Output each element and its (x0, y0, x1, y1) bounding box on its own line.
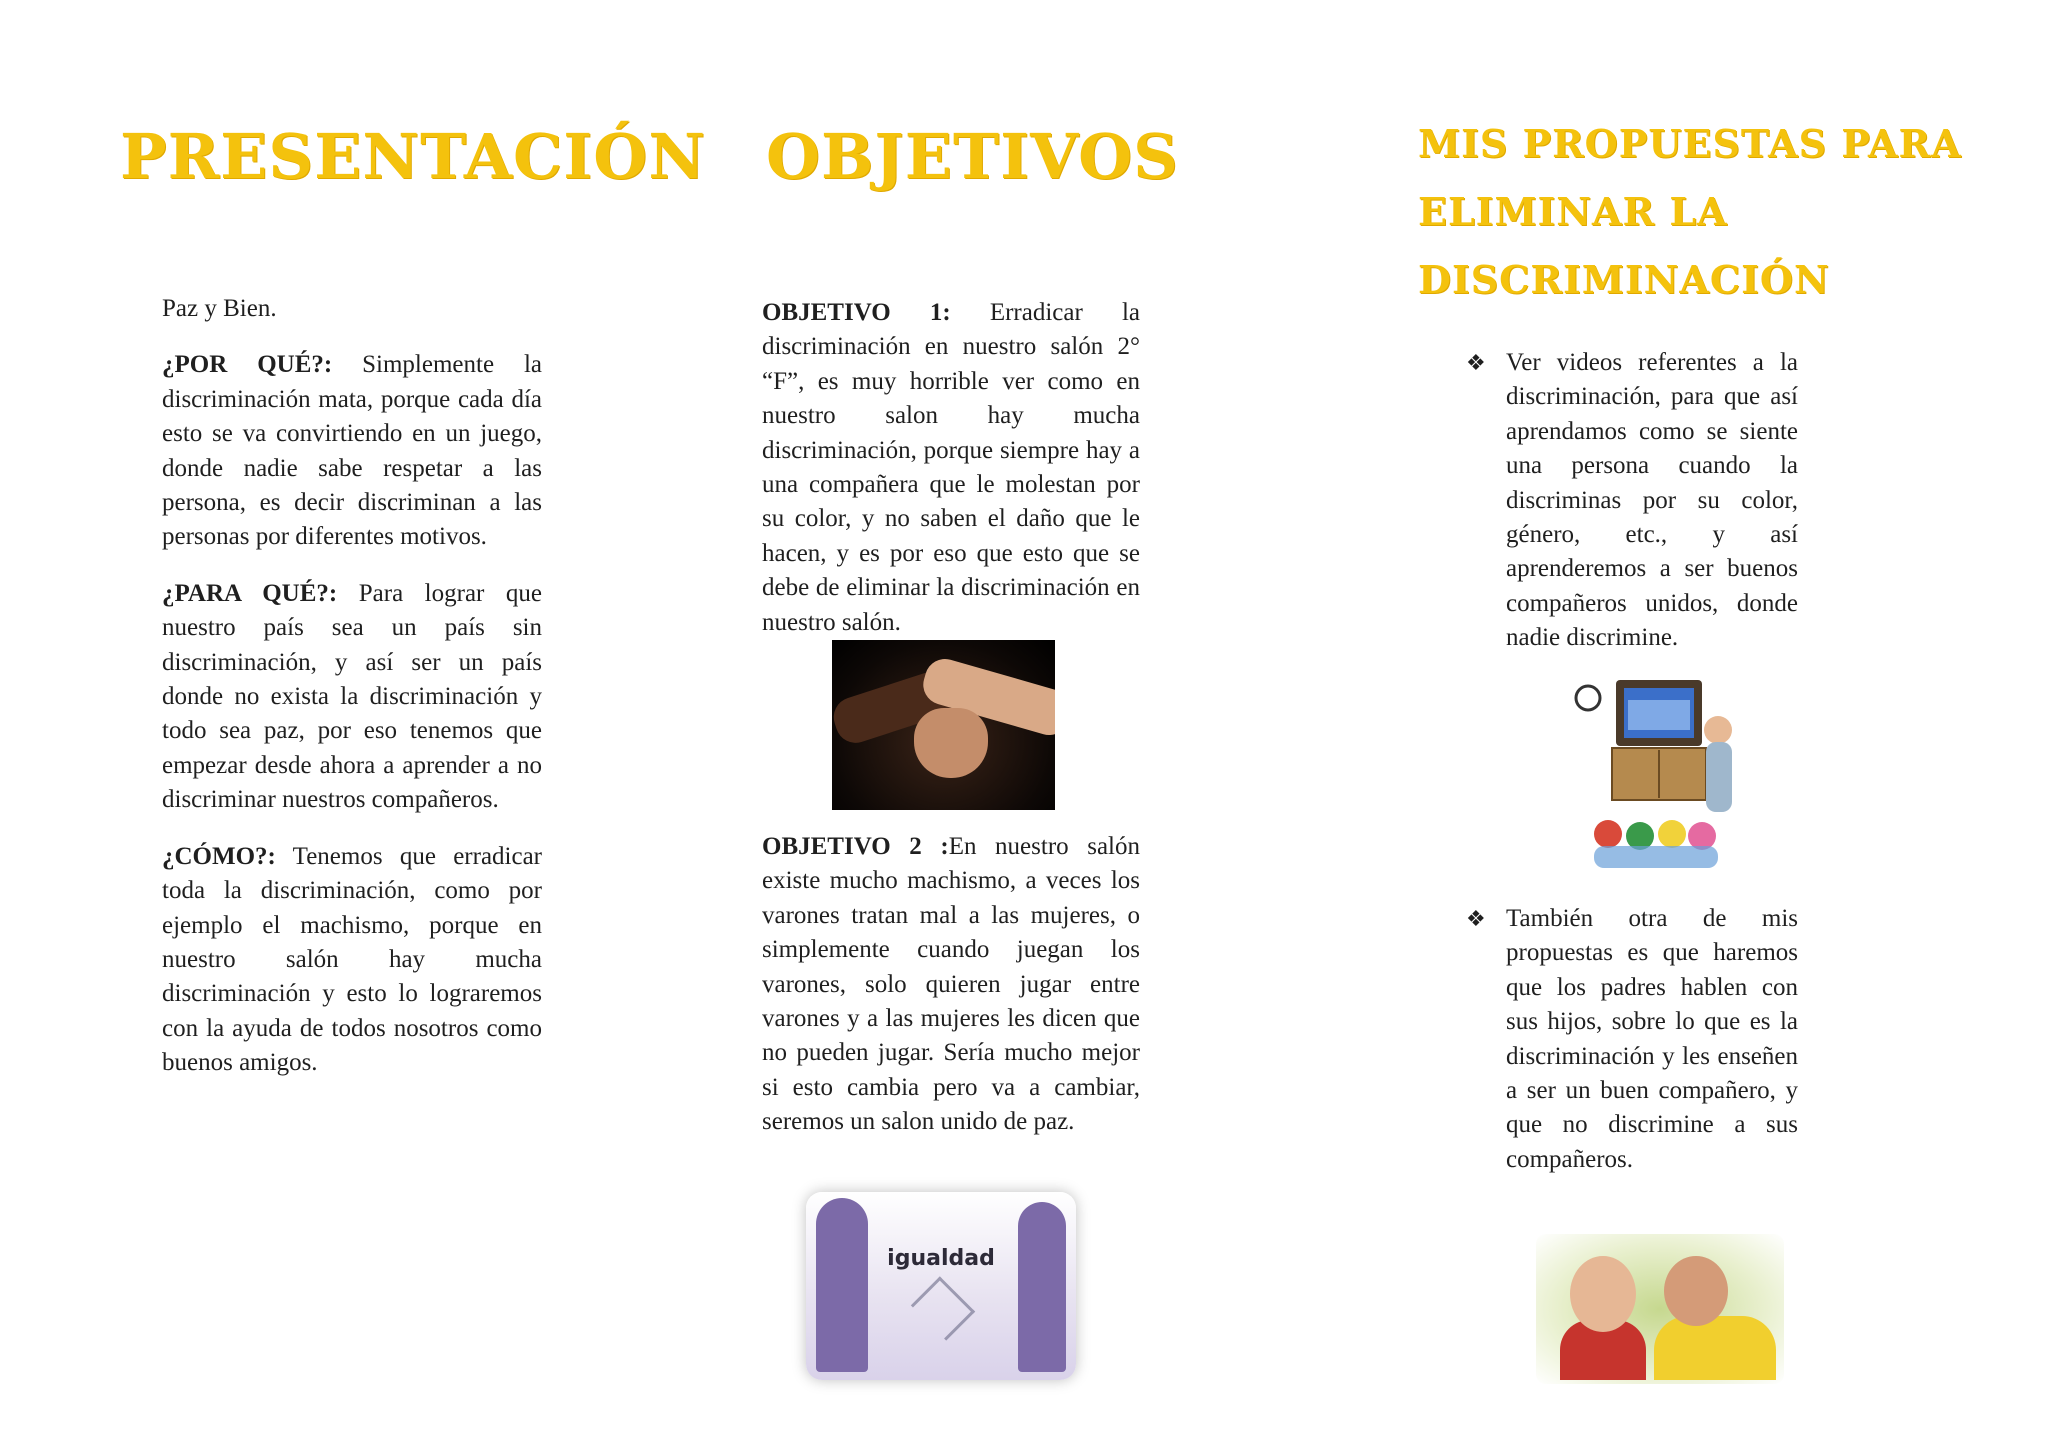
diamond-bullet-icon: ❖ (1466, 350, 1486, 375)
diamond-bullet-icon: ❖ (1466, 906, 1486, 931)
woman-silhouette (1018, 1202, 1066, 1372)
child-4 (1688, 822, 1716, 850)
clock-icon (1576, 686, 1600, 710)
square-compass-icon (911, 1276, 975, 1340)
children-watching-tv-image (1568, 676, 1738, 872)
propuestas-heading-line3: DISCRIMINACIÓN (1418, 257, 1830, 302)
para-que-text: Para lograr que nuestro país sea un país sin discriminación, y así ser un país donde no exista la discriminación y todo sea paz, por eso tenemos que empezar desde ahora a aprender a no discriminar nuestros compañeros. (162, 579, 542, 814)
child-1 (1594, 820, 1622, 848)
child-2 (1626, 822, 1654, 850)
como-label: ¿CÓMO?: (162, 842, 276, 870)
child-3 (1658, 820, 1686, 848)
father-head (1664, 1256, 1728, 1326)
por-que-text: Simplemente la discriminación mata, porque cada día esto se va convirtiendo en un juego, donde nadie sabe respetar a las persona, es decir discriminan a las personas por diferentes motivos. (162, 351, 542, 551)
father-shirt (1654, 1316, 1776, 1380)
propuestas-heading-line2: ELIMINAR LA (1418, 189, 1728, 234)
propuesta-item-2 (1466, 902, 1798, 1177)
por-que-label: ¿POR QUÉ?: (162, 351, 333, 379)
adult-head (1704, 716, 1732, 744)
como-paragraph (162, 840, 542, 1081)
presentacion-column (162, 292, 542, 1103)
objetivo-2-text: En nuestro salón existe mucho machismo, a veces los varones tratan mal a las mujeres, o simplemente cuando juegan los varones, solo quieren jugar entre varones y a las mujeres les dicen que no pueden jugar. Sería mucho mejor si esto cambia pero va a cambiar, seremos un salon unido de paz. (762, 833, 1141, 1136)
objetivo-1-paragraph (762, 296, 1140, 640)
propuesta-text-2: También otra de mis propuestas es que haremos que los padres hablen con sus hijos, sobre lo que es la discriminación y les enseñen a ser un buen compañero, y que no discrimine a sus compañeros. (1506, 905, 1798, 1173)
igualdad-image (806, 1192, 1076, 1380)
como-text: Tenemos que erradicar toda la discriminación, como por ejemplo el machismo, porque en nuestro salón hay mucha discriminación y esto lo lograremos con la ayuda de todos nosotros como buenos amigos. (162, 842, 542, 1077)
objetivo-1-label: OBJETIVO 1: (762, 299, 951, 326)
objetivos-column-lower (762, 830, 1140, 1162)
por-que-paragraph (162, 348, 542, 554)
clasped-hands (914, 708, 988, 778)
propuestas-column-lower (1466, 902, 1798, 1199)
greeting: Paz y Bien. (162, 295, 277, 322)
objetivo-2-label: OBJETIVO 2 : (762, 833, 949, 860)
objetivo-1-text: Erradicar la discriminación en nuestro salón 2° “F”, es muy horrible ver como en nuestro salon hay mucha discriminación, porque siempre hay a una compañera que le molestan por su color, y no saben el daño que le hacen, y es por eso que esto que se debe de eliminar la discriminación en nuestro salón. (762, 299, 1140, 636)
propuestas-column (1466, 346, 1798, 678)
adult-body (1706, 742, 1732, 812)
propuesta-item-1 (1466, 346, 1798, 656)
father-son-image (1536, 1234, 1784, 1384)
igualdad-word: igualdad (887, 1246, 995, 1271)
propuestas-heading (1418, 110, 1978, 314)
man-silhouette (816, 1198, 868, 1372)
para-que-paragraph (162, 577, 542, 818)
objetivo-2-paragraph (762, 830, 1140, 1140)
objetivos-column (762, 296, 1140, 662)
child-head (1570, 1256, 1636, 1332)
para-que-label: ¿PARA QUÉ?: (162, 579, 338, 607)
objetivos-heading: OBJETIVOS (766, 120, 1179, 193)
presentacion-heading: PRESENTACIÓN (120, 120, 706, 193)
propuestas-heading-line1: MIS PROPUESTAS PARA (1418, 121, 1962, 166)
holding-hands-image (832, 640, 1055, 810)
propuesta-text-1: Ver videos referentes a la discriminación, para que así aprendamos como se siente una persona cuando la discriminas por su color, género, etc., y así aprenderemos a ser buenos compañeros unidos, donde nadie discrimine. (1506, 349, 1798, 652)
